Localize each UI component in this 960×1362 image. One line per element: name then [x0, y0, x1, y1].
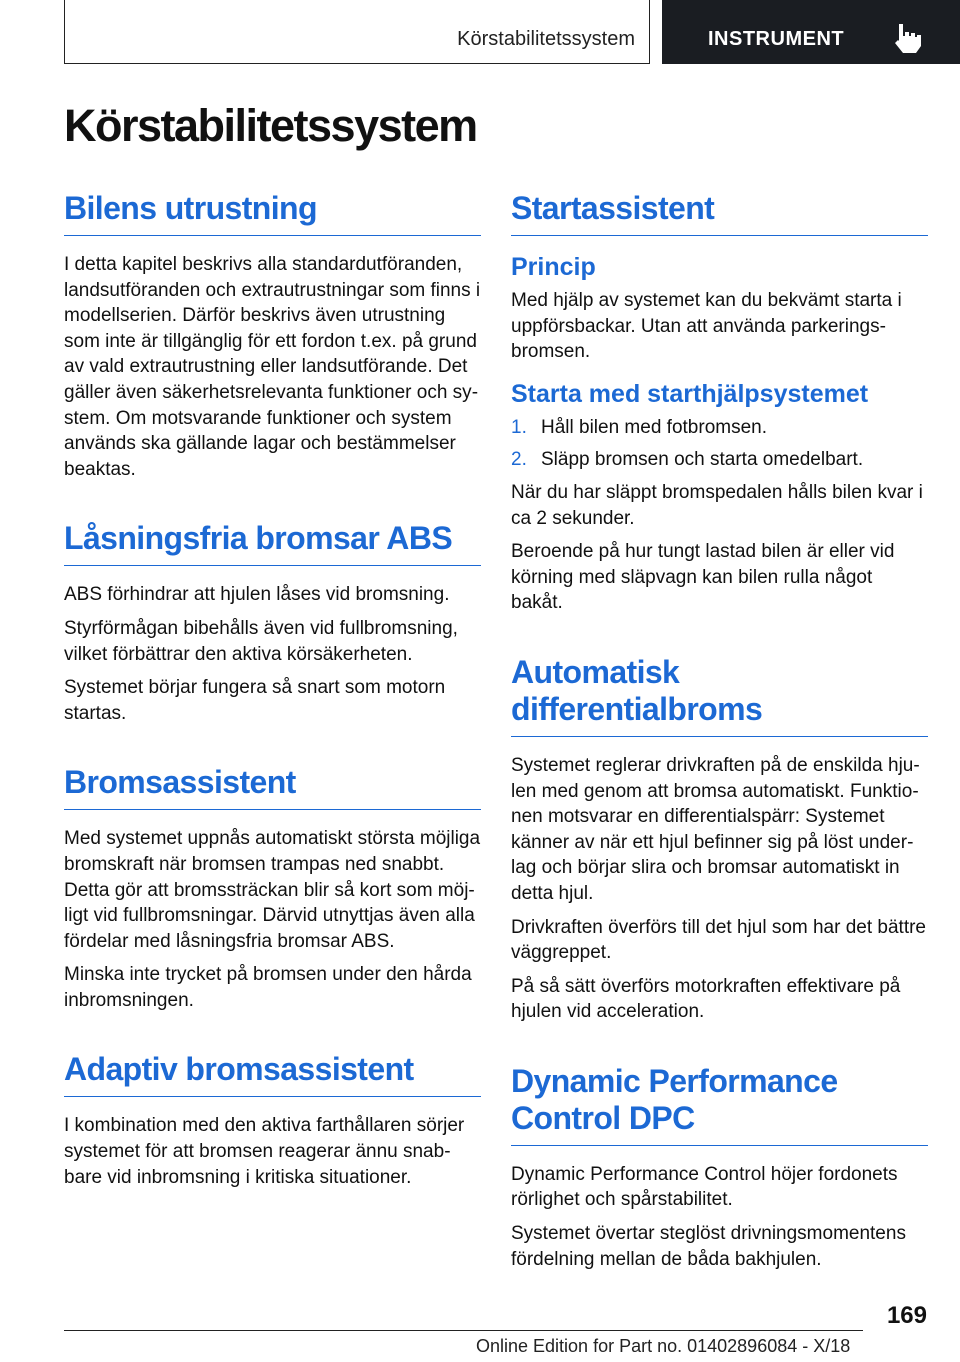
paragraph: När du har släppt bromspedalen hålls bilen kvar i ca 2 sekunder.	[511, 481, 923, 529]
right-column	[511, 190, 928, 1280]
step-item	[511, 415, 928, 441]
section-title: Automatisk differentialbroms	[511, 654, 928, 737]
section-bromsassistent	[64, 764, 481, 1013]
step-text: Håll bilen med fotbromsen.	[541, 416, 767, 438]
hand-pointer-icon	[894, 22, 922, 54]
paragraph: Drivkraften överförs till det hjul som har det bättre väggreppet.	[511, 916, 927, 964]
left-column	[64, 190, 481, 1198]
paragraph: Systemet övertar steglöst drivningsmomentens fördelning mellan de båda bakhjulen.	[511, 1223, 906, 1270]
section-title: Adaptiv bromsassistent	[64, 1051, 481, 1097]
footer-divider	[64, 1330, 863, 1331]
paragraph: Minska inte trycket på bromsen under den hårda inbromsningen.	[64, 964, 472, 1011]
paragraph: I detta kapitel beskrivs alla standardutföranden, landsutföranden och extrautrustningar som finns i modellserien. Därför beskrivs även utrustning som inte är tillgänglig för ett fordon t.ex. på grund av vald extrautrustning eller landsutförande. Det gäller även säkerhetsrelevanta funktioner och system. Om motsvarande funktioner och system används ska gällande lagar och bestämmelser beaktas.	[64, 254, 481, 480]
paragraph: I kombination med den aktiva farthållaren sörjer systemet för att bromsen reagerar ännu snabbare vid inbromsning i kritiska situationer.	[64, 1115, 465, 1188]
paragraph: Styrförmågan bibehålls även vid fullbromsning, vilket förbättrar den aktiva körsäkerheten.	[64, 617, 458, 665]
paragraph: ABS förhindrar att hjulen låses vid bromsning.	[64, 584, 450, 606]
page-header	[64, 0, 960, 64]
chapter-tab	[662, 0, 960, 64]
paragraph: På så sätt överförs motorkraften effektivare på hjulen vid acceleration.	[511, 975, 901, 1023]
section-tab-label: Körstabilitetssystem	[457, 28, 635, 50]
paragraph: Dynamic Performance Control höjer fordonets rörlighet och spårstabilitet.	[511, 1163, 898, 1211]
section-startassistent	[511, 190, 928, 616]
paragraph: Systemet börjar fungera så snart som motorn startas.	[64, 677, 446, 724]
section-title: Startassistent	[511, 190, 928, 236]
chapter-tab-label: INSTRUMENT	[708, 28, 845, 50]
paragraph: Systemet reglerar drivkraften på de enskilda hjulen med genom att bromsa automatiskt. Funktionen motsvarar en differentialspärr: Systemet känner av när ett hjul befinner sig på löst underlag och börjar slira och bromsar automatiskt in detta hjul.	[511, 754, 920, 904]
subsection-title: Princip	[511, 253, 596, 281]
section-bilens-utrustning	[64, 190, 481, 482]
footer-edition: Online Edition for Part no. 01402896084 - X/18	[476, 1336, 851, 1356]
section-automatisk-differentialbroms	[511, 654, 928, 1025]
section-title: Låsningsfria bromsar ABS	[64, 520, 481, 566]
step-item	[511, 447, 928, 473]
paragraph: Beroende på hur tungt lastad bilen är eller vid körning med släpvagn kan bilen rulla något bakåt.	[511, 541, 895, 614]
section-adaptiv-bromsassistent	[64, 1051, 481, 1190]
section-title: Bilens utrustning	[64, 190, 481, 236]
step-number: 1.	[511, 416, 527, 438]
page-number: 169	[886, 1302, 927, 1329]
section-dpc	[511, 1063, 928, 1272]
subsection-title: Starta med starthjälpsystemet	[511, 379, 869, 408]
section-title: Bromsassistent	[64, 764, 481, 810]
section-abs	[64, 520, 481, 726]
step-number: 2.	[511, 449, 527, 471]
section-tab	[64, 0, 650, 64]
page-title: Körstabilitetssystem	[64, 100, 477, 151]
paragraph: Med systemet uppnås automatiskt största möjliga bromskraft när bromsen trampas ned snabbt. Detta gör att bromssträckan blir så kort som möjligt vid fullbromsningar. Därvid utnyttjas även alla fördelar med låsningsfria bromsar ABS.	[64, 828, 481, 952]
paragraph: Med hjälp av systemet kan du bekvämt starta i uppförsbackar. Utan att använda parkeringsbromsen.	[511, 290, 902, 363]
step-text: Släpp bromsen och starta omedelbart.	[541, 449, 864, 471]
section-title: Dynamic Performance Control DPC	[511, 1063, 928, 1146]
